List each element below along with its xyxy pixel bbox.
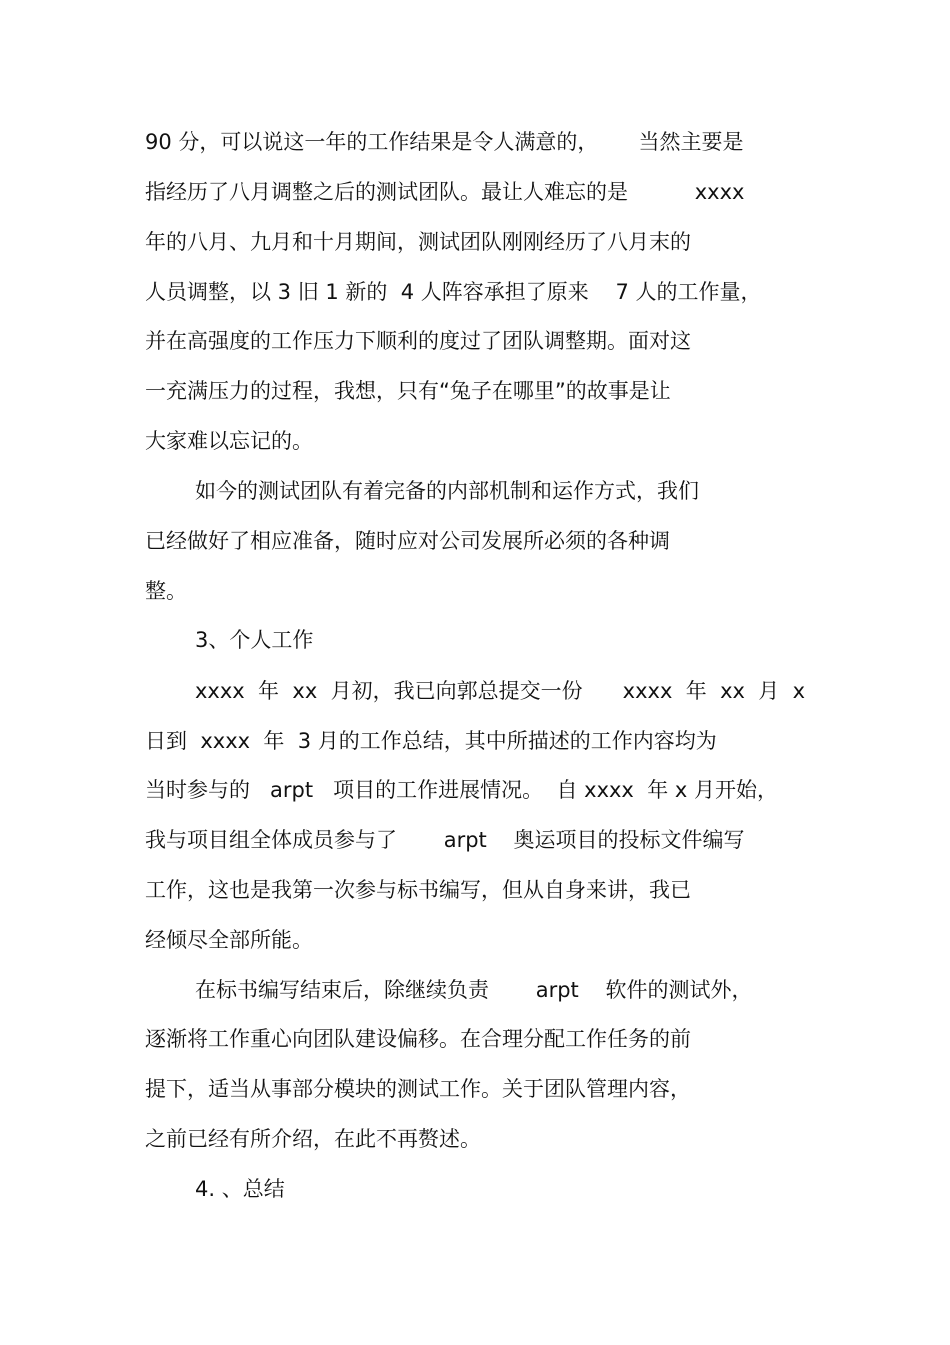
body-line: 之前已经有所介绍，在此不再赘述。 — [145, 1127, 481, 1151]
section-heading: 4. 、总结 — [195, 1177, 285, 1201]
body-line: 我与项目组全体成员参与了 arpt 奥运项目的投标文件编写 — [145, 828, 745, 852]
paragraph-first-line: 在标书编写结束后，除继续负责 arpt 软件的测试外， — [195, 978, 753, 1002]
section-heading: 3、个人工作 — [195, 628, 314, 652]
body-line: 当时参与的 arpt 项目的工作进展情况。 自 xxxx 年 x 月开始， — [145, 778, 778, 802]
body-line: 人员调整，以 3 旧 1 新的 4 人阵容承担了原来 7 人的工作量， — [145, 280, 762, 304]
body-line: 工作，这也是我第一次参与标书编写，但从自身来讲，我已 — [145, 878, 691, 902]
body-line: 提下，适当从事部分模块的测试工作。关于团队管理内容， — [145, 1077, 691, 1101]
body-line: 年的八月、九月和十月期间，测试团队刚刚经历了八月末的 — [145, 230, 691, 254]
body-line: 指经历了八月调整之后的测试团队。最让人难忘的是 xxxx — [145, 180, 745, 204]
body-line: 经倾尽全部所能。 — [145, 928, 313, 952]
body-line: 90 分，可以说这一年的工作结果是令人满意的， 当然主要是 — [145, 130, 744, 154]
body-line: 并在高强度的工作压力下顺利的度过了团队调整期。面对这 — [145, 329, 691, 353]
paragraph-first-line: xxxx 年 xx 月初，我已向郭总提交一份 xxxx 年 xx 月 x — [195, 679, 806, 703]
body-line: 已经做好了相应准备，随时应对公司发展所必须的各种调 — [145, 529, 670, 553]
body-line: 日到 xxxx 年 3 月的工作总结，其中所描述的工作内容均为 — [145, 729, 717, 753]
body-line: 整。 — [145, 579, 187, 603]
body-line: 逐渐将工作重心向团队建设偏移。在合理分配工作任务的前 — [145, 1027, 691, 1051]
paragraph-first-line: 如今的测试团队有着完备的内部机制和运作方式，我们 — [195, 479, 699, 503]
body-line: 大家难以忘记的。 — [145, 429, 313, 453]
body-line: 一充满压力的过程，我想，只有“兔子在哪里”的故事是让 — [145, 379, 671, 403]
